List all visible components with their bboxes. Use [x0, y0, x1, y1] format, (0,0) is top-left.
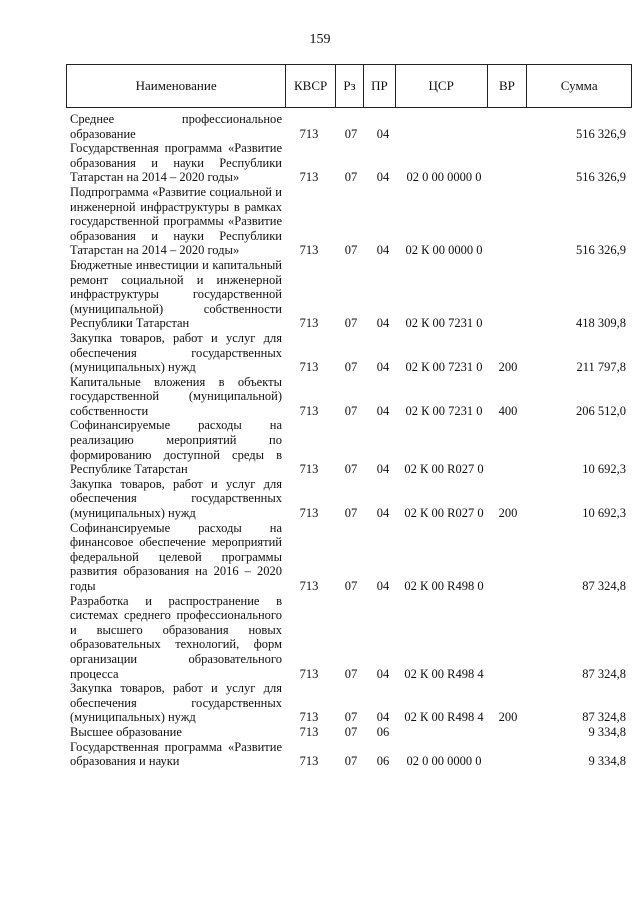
- row-kvsr: 713: [299, 126, 319, 141]
- row-csr: 02 К 00 R498 4: [404, 710, 484, 725]
- table-row: [70, 141, 626, 185]
- row-kvsr: 713: [299, 579, 319, 593]
- table-row: [70, 185, 626, 258]
- table-row: [70, 477, 626, 521]
- row-kvsr: 713: [299, 243, 319, 258]
- header-pr: ПР: [364, 65, 396, 107]
- row-csr: 02 0 00 0000 0: [406, 754, 482, 769]
- table-row: [70, 375, 626, 419]
- row-pr: 04: [376, 403, 390, 418]
- row-csr: 02 К 00 R498 4: [404, 666, 484, 681]
- row-kvsr: 713: [299, 710, 319, 725]
- row-kvsr: 713: [299, 754, 319, 769]
- row-sum: 87 324,8: [582, 710, 626, 725]
- row-rz: 07: [344, 462, 358, 477]
- table-row: [70, 740, 626, 769]
- table-row: [70, 594, 626, 682]
- row-rz: 07: [344, 126, 358, 141]
- header-csr: ЦСР: [396, 65, 488, 107]
- row-sum: 10 692,3: [582, 462, 626, 477]
- row-pr: 04: [376, 710, 390, 725]
- row-kvsr: 713: [299, 462, 319, 477]
- row-kvsr: 713: [299, 724, 319, 739]
- row-sum: 418 309,8: [576, 316, 626, 331]
- row-rz: 07: [344, 724, 358, 739]
- table-row: [70, 725, 626, 740]
- row-csr: 02 К 00 R027 0: [404, 462, 484, 477]
- table-row: [70, 112, 626, 141]
- row-name: Закупка товаров, работ и услуг для обеспечения государственных (муниципальных) нужд: [70, 476, 282, 521]
- row-rz: 07: [344, 243, 358, 258]
- row-csr: 02 К 00 0000 0: [405, 243, 483, 258]
- row-rz: 07: [344, 360, 358, 375]
- row-rz: 07: [344, 316, 358, 331]
- row-pr: 04: [376, 360, 390, 375]
- row-pr: 04: [376, 170, 390, 185]
- row-kvsr: 713: [299, 403, 319, 418]
- row-pr: 04: [376, 579, 390, 593]
- row-rz: 07: [344, 506, 358, 521]
- row-sum: 9 334,8: [588, 754, 626, 769]
- row-pr: 04: [376, 462, 390, 477]
- row-rz: 07: [344, 579, 358, 593]
- header-vr: ВР: [488, 65, 528, 107]
- row-pr: 04: [376, 243, 390, 258]
- row-rz: 07: [344, 403, 358, 418]
- table-row: [70, 258, 626, 331]
- row-name: Подпрограмма «Развитие социальной и инженерной инфраструктуры в рамках государственной программы «Развитие образования и науки Республики Татарстан на 2014 – 2020 годы»: [70, 184, 282, 258]
- row-name: Государственная программа «Развитие образования и науки: [70, 739, 282, 769]
- row-csr: 02 К 00 7231 0: [405, 316, 483, 331]
- row-pr: 04: [376, 316, 390, 331]
- row-sum: 9 334,8: [588, 724, 626, 739]
- row-pr: 04: [376, 126, 390, 141]
- row-pr: 04: [376, 506, 390, 521]
- table-row: [70, 331, 626, 375]
- row-sum: 516 326,9: [576, 170, 626, 185]
- row-rz: 07: [344, 710, 358, 725]
- row-pr: 06: [376, 754, 390, 769]
- row-sum: 87 324,8: [582, 666, 626, 681]
- row-sum: 211 797,8: [576, 360, 626, 375]
- row-name: Софинансируемые расходы на реализацию мероприятий по формированию доступной среды в Республике Татарстан: [70, 418, 282, 477]
- table-header: [66, 64, 632, 108]
- row-name: Закупка товаров, работ и услуг для обеспечения государственных (муниципальных) нужд: [70, 681, 282, 725]
- table-row: [70, 521, 626, 594]
- row-csr: 02 К 00 R027 0: [404, 506, 484, 521]
- row-name: Разработка и распространение в системах среднего профессионального и высшего образования новых образовательных технологий, форм организации образовательного процесса: [70, 593, 282, 681]
- row-vr: 200: [498, 710, 518, 725]
- row-vr: 200: [498, 506, 518, 521]
- header-name: Наименование: [67, 65, 286, 107]
- row-rz: 07: [344, 170, 358, 185]
- row-vr: 200: [498, 360, 518, 375]
- row-sum: 516 326,9: [576, 126, 626, 141]
- row-kvsr: 713: [299, 360, 319, 375]
- table-row: [70, 418, 626, 476]
- row-sum: 516 326,9: [576, 243, 626, 258]
- row-kvsr: 713: [299, 666, 319, 681]
- row-kvsr: 713: [299, 170, 319, 185]
- row-sum: 87 324,8: [582, 579, 626, 593]
- row-csr: 02 К 00 7231 0: [405, 403, 483, 418]
- row-pr: 06: [376, 724, 390, 739]
- row-rz: 07: [344, 754, 358, 769]
- table-row: [70, 681, 626, 725]
- table-body: [70, 112, 626, 769]
- row-kvsr: 713: [299, 506, 319, 521]
- header-rz: Рз: [336, 65, 364, 107]
- row-csr: 02 0 00 0000 0: [406, 170, 482, 185]
- row-name: Капитальные вложения в объекты государственной (муниципальной) собственности: [70, 374, 282, 418]
- row-name: Государственная программа «Развитие образования и науки Республики Татарстан на 2014 – 2020 годы»: [70, 141, 282, 185]
- row-vr: 400: [498, 403, 518, 418]
- row-name: Бюджетные инвестиции и капитальный ремонт социальной и инженерной инфраструктуры государственной (муниципальной) собственности Республики Татарстан: [70, 257, 282, 331]
- row-sum: 206 512,0: [576, 403, 626, 418]
- row-name: Среднее профессиональное образование: [70, 112, 282, 141]
- page-number: 159: [309, 32, 331, 47]
- row-csr: 02 К 00 R498 0: [404, 579, 484, 593]
- header-kvsr: КВСР: [286, 65, 336, 107]
- row-csr: 02 К 00 7231 0: [405, 360, 483, 375]
- row-name: Закупка товаров, работ и услуг для обеспечения государственных (муниципальных) нужд: [70, 330, 282, 375]
- row-pr: 04: [376, 666, 390, 681]
- row-name: Софинансируемые расходы на финансовое обеспечение мероприятий федеральной целевой программы развития образования на 2016 – 2020 годы: [70, 520, 282, 593]
- row-kvsr: 713: [299, 316, 319, 331]
- row-sum: 10 692,3: [582, 506, 626, 521]
- row-name: Высшее образование: [70, 724, 182, 739]
- row-rz: 07: [344, 666, 358, 681]
- header-sum: Сумма: [560, 78, 598, 93]
